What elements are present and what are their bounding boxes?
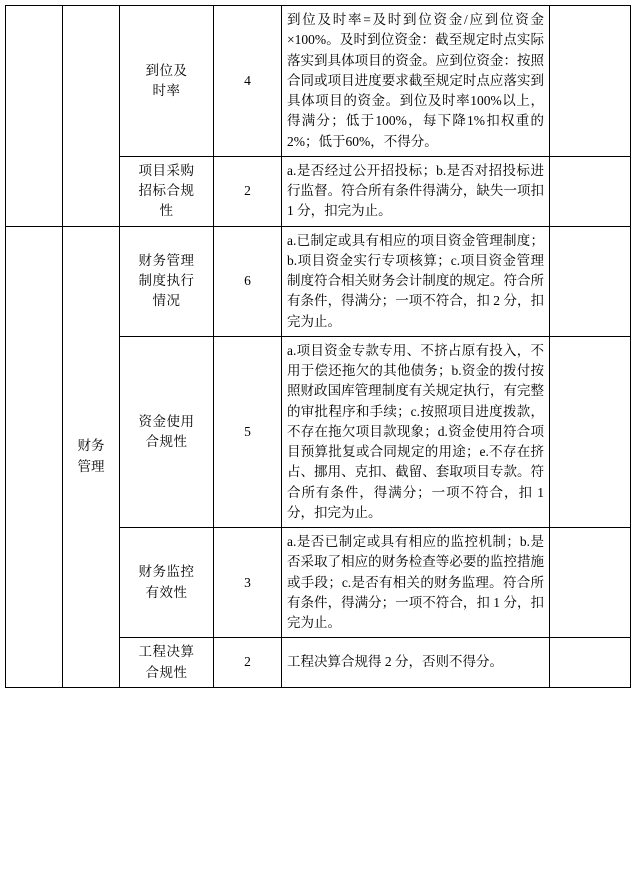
indicator-result[interactable] (550, 638, 631, 688)
indicator-criteria: a.是否已制定或具有相应的监控机制；b.是否采取了相应的财务检查等必要的监控措施或手段；c.是否有相关的财务监理。符合所有条件，得满分；一项不符合，扣 1 分，扣完为止。 (282, 528, 550, 638)
dimension-cell-top (6, 6, 63, 227)
sub-dimension-cell-top (63, 6, 120, 227)
indicator-score: 2 (214, 156, 282, 226)
indicator-name: 工程决算 合规性 (120, 638, 214, 688)
table-row (6, 6, 631, 157)
dimension-cell-finance (6, 226, 63, 687)
indicator-result[interactable] (550, 336, 631, 527)
indicator-name: 财务监控 有效性 (120, 528, 214, 638)
sub-dimension-cell-finance: 财务 管理 (63, 226, 120, 687)
indicator-name: 到位及 时率 (120, 6, 214, 157)
indicator-name: 项目采购 招标合规 性 (120, 156, 214, 226)
indicator-result[interactable] (550, 156, 631, 226)
table-row (6, 226, 631, 336)
indicator-score: 4 (214, 6, 282, 157)
indicator-criteria: a.项目资金专款专用、不挤占原有投入，不用于偿还拖欠的其他债务；b.资金的拨付按照财政国库管理制度有关规定执行，有完整的审批程序和手续；c.按照项目进度拨款，不存在拖欠项目款现象；d.资金使用符合项目预算批复或合同规定的用途；e.不存在挤占、挪用、克扣、截留、套取项目专款。符合所有条件，得满分；一项不符合，扣 1 分，扣完为止。 (282, 336, 550, 527)
indicator-score: 2 (214, 638, 282, 688)
indicator-result[interactable] (550, 226, 631, 336)
indicator-criteria: a.是否经过公开招投标；b.是否对招投标进行监督。符合所有条件得满分，缺失一项扣 1 分，扣完为止。 (282, 156, 550, 226)
indicator-criteria: a.已制定或具有相应的项目资金管理制度；b.项目资金实行专项核算；c.项目资金管理制度符合相关财务会计制度的规定。符合所有条件，得满分；一项不符合，扣 2 分，扣完为止。 (282, 226, 550, 336)
indicator-criteria: 到位及时率=及时到位资金/应到位资金×100%。及时到位资金：截至规定时点实际落实到具体项目的资金。应到位资金：按照合同或项目进度要求截至规定时点应落实到具体项目的资金。到位及时率100%以上，得满分；低于100%，每下降1%扣权重的2%；低于60%，不得分。 (282, 6, 550, 157)
evaluation-table (5, 5, 631, 688)
indicator-result[interactable] (550, 528, 631, 638)
indicator-name: 财务管理 制度执行 情况 (120, 226, 214, 336)
indicator-score: 6 (214, 226, 282, 336)
indicator-name: 资金使用 合规性 (120, 336, 214, 527)
indicator-score: 5 (214, 336, 282, 527)
indicator-score: 3 (214, 528, 282, 638)
indicator-criteria: 工程决算合规得 2 分，否则不得分。 (282, 638, 550, 688)
indicator-result[interactable] (550, 6, 631, 157)
